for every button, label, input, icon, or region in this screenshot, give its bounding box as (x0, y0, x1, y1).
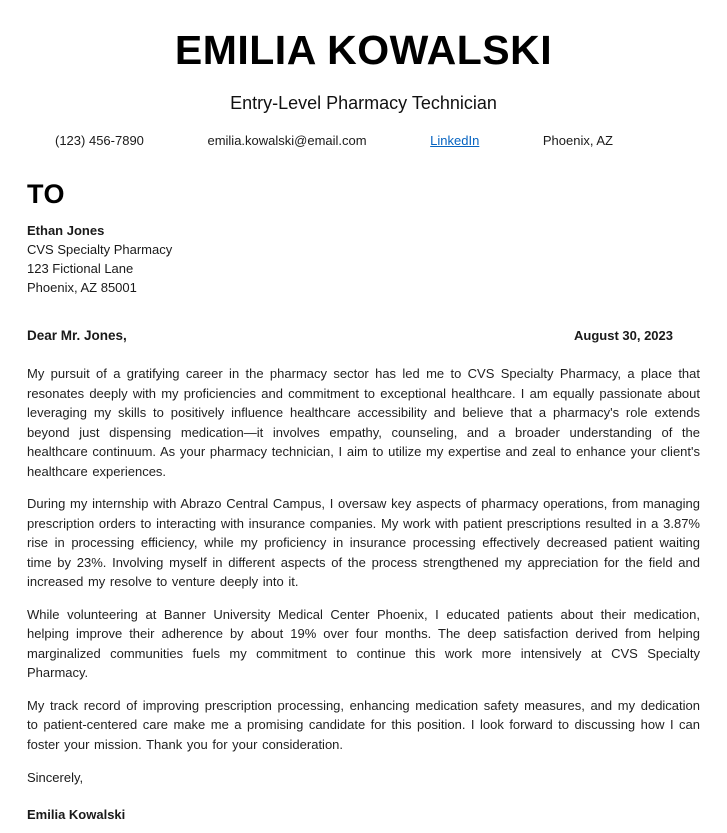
recipient-street: 123 Fictional Lane (27, 261, 134, 277)
recipient-company: CVS Specialty Pharmacy (27, 242, 173, 258)
to-heading: TO (27, 179, 66, 210)
letter-paragraph: My track record of improving prescription processing, enhancing medication safety measures, and my dedication to patient-centered care make me a promising candidate for this position. I look forward to discussing how I can foster your mission. Thank you for your consideration. (27, 697, 700, 752)
document-header (27, 28, 700, 148)
recipient-city: Phoenix, AZ 85001 (27, 280, 137, 296)
linkedin-link[interactable]: LinkedIn (430, 133, 480, 149)
letter-paragraph: During my internship with Abrazo Central Campus, I oversaw key aspects of pharmacy operations, from managing prescription orders to interacting with insurance companies. My work with patient prescriptions resulted in a 3.87% rise in processing efficiency, while my proficiency in insurance processing effectively decreased patient waiting time by 23%. Involving myself in different aspects of the process strengthened my appreciation for the field and increased my resolve to venture deeply into it. (27, 496, 700, 590)
letter-date: August 30, 2023 (574, 328, 673, 344)
phone-number: (123) 456-7890 (55, 133, 144, 149)
location-text: Phoenix, AZ (542, 133, 613, 149)
recipient-block (27, 221, 700, 297)
signature-name: Emilia Kowalski (27, 807, 126, 823)
contact-row (55, 133, 613, 148)
letter-paragraph: While volunteering at Banner University Medical Center Phoenix, I educated patients about their medication, helping improve their adherence by about 19% over four months. The deep satisfaction derived from helping marginalized communities fuels my commitment to continue this work more intensively at CVS Specialty Pharmacy. (27, 606, 700, 681)
salutation-row (27, 328, 700, 343)
recipient-name: Ethan Jones (27, 223, 105, 239)
letter-body (27, 364, 700, 754)
email-address: emilia.kowalski@email.com (207, 133, 367, 149)
applicant-job-title: Entry-Level Pharmacy Technician (230, 93, 497, 114)
closing-text: Sincerely, (27, 770, 84, 786)
salutation: Dear Mr. Jones, (27, 328, 127, 344)
letter-paragraph: My pursuit of a gratifying career in the pharmacy sector has led me to CVS Specialty Pharmacy, a place that resonates deeply with my proficiencies and commitment to exceptional healthcare. I am equally passionate about leveraging my skills to positively influence healthcare accessibility and believe that a pharmacy's role extends beyond just dispensing medication—it involves empathy, counseling, and a broader understanding of the healthcare continuum. As your pharmacy technician, I aim to utilize my expertise and zeal to enhance your client's healthcare experiences. (27, 366, 700, 479)
applicant-name: EMILIA KOWALSKI (174, 27, 553, 73)
